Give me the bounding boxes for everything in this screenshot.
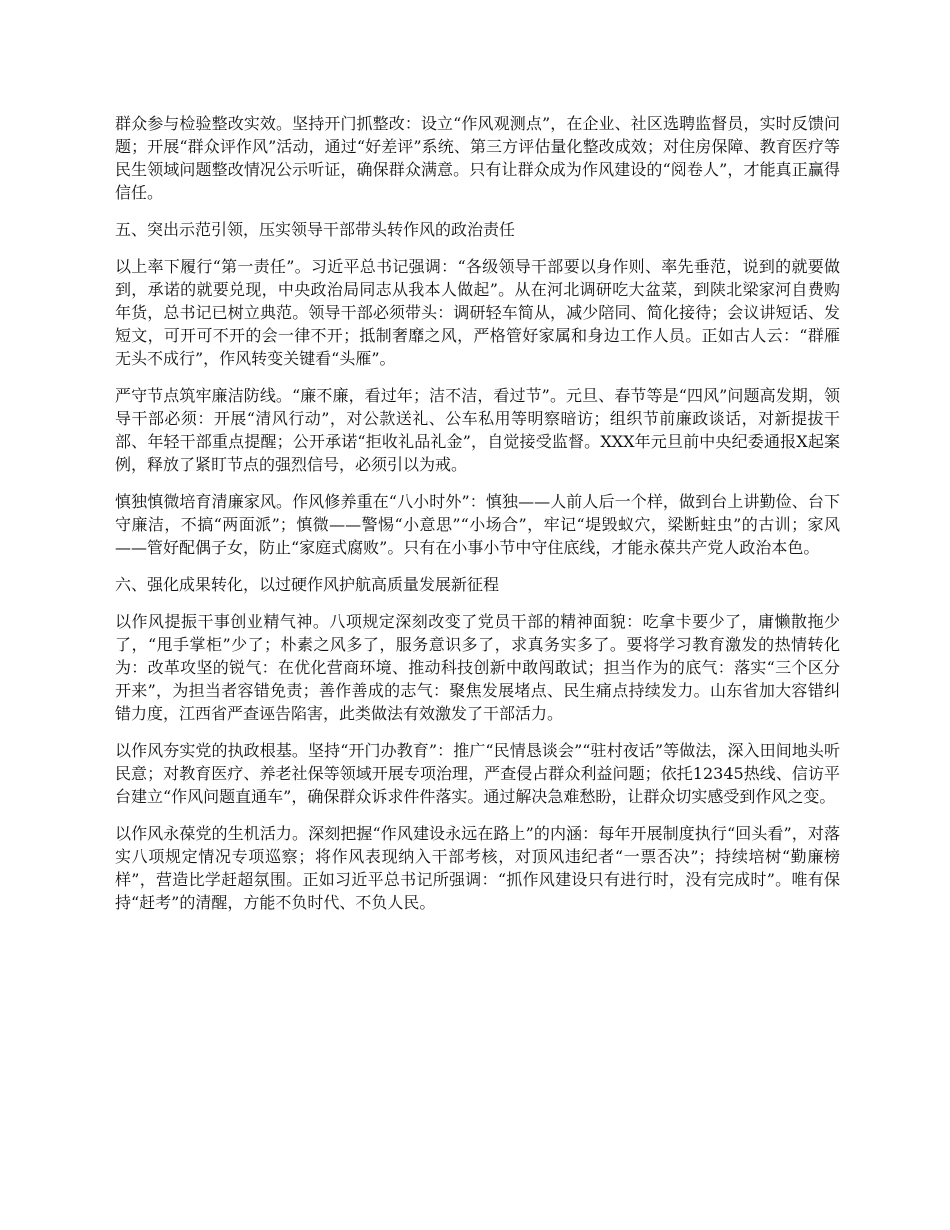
document-page — [115, 112, 840, 928]
section-heading: 六、强化成果转化，以过硬作风护航高质量发展新征程 — [115, 575, 500, 594]
paragraph: 以作风永葆党的生机活力。深刻把握“作风建设永远在路上”的内涵：每年开展制度执行“回头看”，对落实八项规定情况专项巡察；将作风表现纳入干部考核，对顶风违纪者“一票否决”；持续培树“勤廉榜样”，营造比学赶超氛围。正如习近平总书记所强调：“抓作风建设只有进行时，没有完成时”。唯有保持“赶考”的清醒，方能不负时代、不负人民。 — [115, 824, 840, 912]
paragraph: 慎独慎微培育清廉家风。作风修养重在“八小时外”：慎独——人前人后一个样，做到台上讲勤俭、台下守廉洁，不搞“两面派”；慎微——警惕“小意思”“小场合”，牢记“堤毁蚁穴，梁断蛀虫”的古训；家风——管好配偶子女，防止“家庭式腐败”。只有在小事小节中守住底线，才能永葆共产党人政治本色。 — [115, 492, 840, 557]
paragraph: 严守节点筑牢廉洁防线。“廉不廉，看过年；洁不洁，看过节”。元旦、春节等是“四风”问题高发期，领导干部必须：开展“清风行动”，对公款送礼、公车私用等明察暗访；组织节前廉政谈话，对新提拔干部、年轻干部重点提醒；公开承诺“拒收礼品礼金”，自觉接受监督。XXX年元旦前中央纪委通报X起案例，释放了紧盯节点的强烈信号，必须引以为戒。 — [115, 386, 840, 474]
paragraph: 以作风提振干事创业精气神。八项规定深刻改变了党员干部的精神面貌：吃拿卡要少了，庸懒散拖少了，“甩手掌柜”少了；朴素之风多了，服务意识多了，求真务实多了。要将学习教育激发的热情转化为：改革攻坚的锐气：在优化营商环境、推动科技创新中敢闯敢试；担当作为的底气：落实“三个区分开来”，为担当者容错免责；善作善成的志气：聚焦发展堵点、民生痛点持续发力。山东省加大容错纠错力度，江西省严查诬告陷害，此类做法有效激发了干部活力。 — [115, 612, 840, 723]
paragraph: 以上率下履行“第一责任”。习近平总书记强调：“各级领导干部要以身作则、率先垂范，说到的就要做到，承诺的就要兑现，中央政治局同志从我本人做起”。从在河北调研吃大盆菜，到陕北梁家河自费购年货，总书记已树立典范。领导干部必须带头：调研轻车简从，减少陪同、简化接待；会议讲短话、发短文，可开可不开的会一律不开；抵制奢靡之风，严格管好家属和身边工作人员。正如古人云：“群雁无头不成行”，作风转变关键看“头雁”。 — [115, 257, 840, 368]
section-heading: 五、突出示范引领，压实领导干部带头转作风的政治责任 — [115, 220, 516, 239]
paragraph: 群众参与检验整改实效。坚持开门抓整改：设立“作风观测点”，在企业、社区选聘监督员，实时反馈问题；开展“群众评作风”活动，通过“好差评”系统、第三方评估量化整改成效；对住房保障、教育医疗等民生领域问题整改情况公示听证，确保群众满意。只有让群众成为作风建设的“阅卷人”，才能真正赢得信任。 — [115, 114, 840, 202]
paragraph: 以作风夯实党的执政根基。坚持“开门办教育”：推广“民情恳谈会”“驻村夜话”等做法，深入田间地头听民意；对教育医疗、养老社保等领域开展专项治理，严查侵占群众利益问题；依托12345热线、信访平台建立“作风问题直通车”，确保群众诉求件件落实。通过解决急难愁盼，让群众切实感受到作风之变。 — [115, 741, 840, 806]
